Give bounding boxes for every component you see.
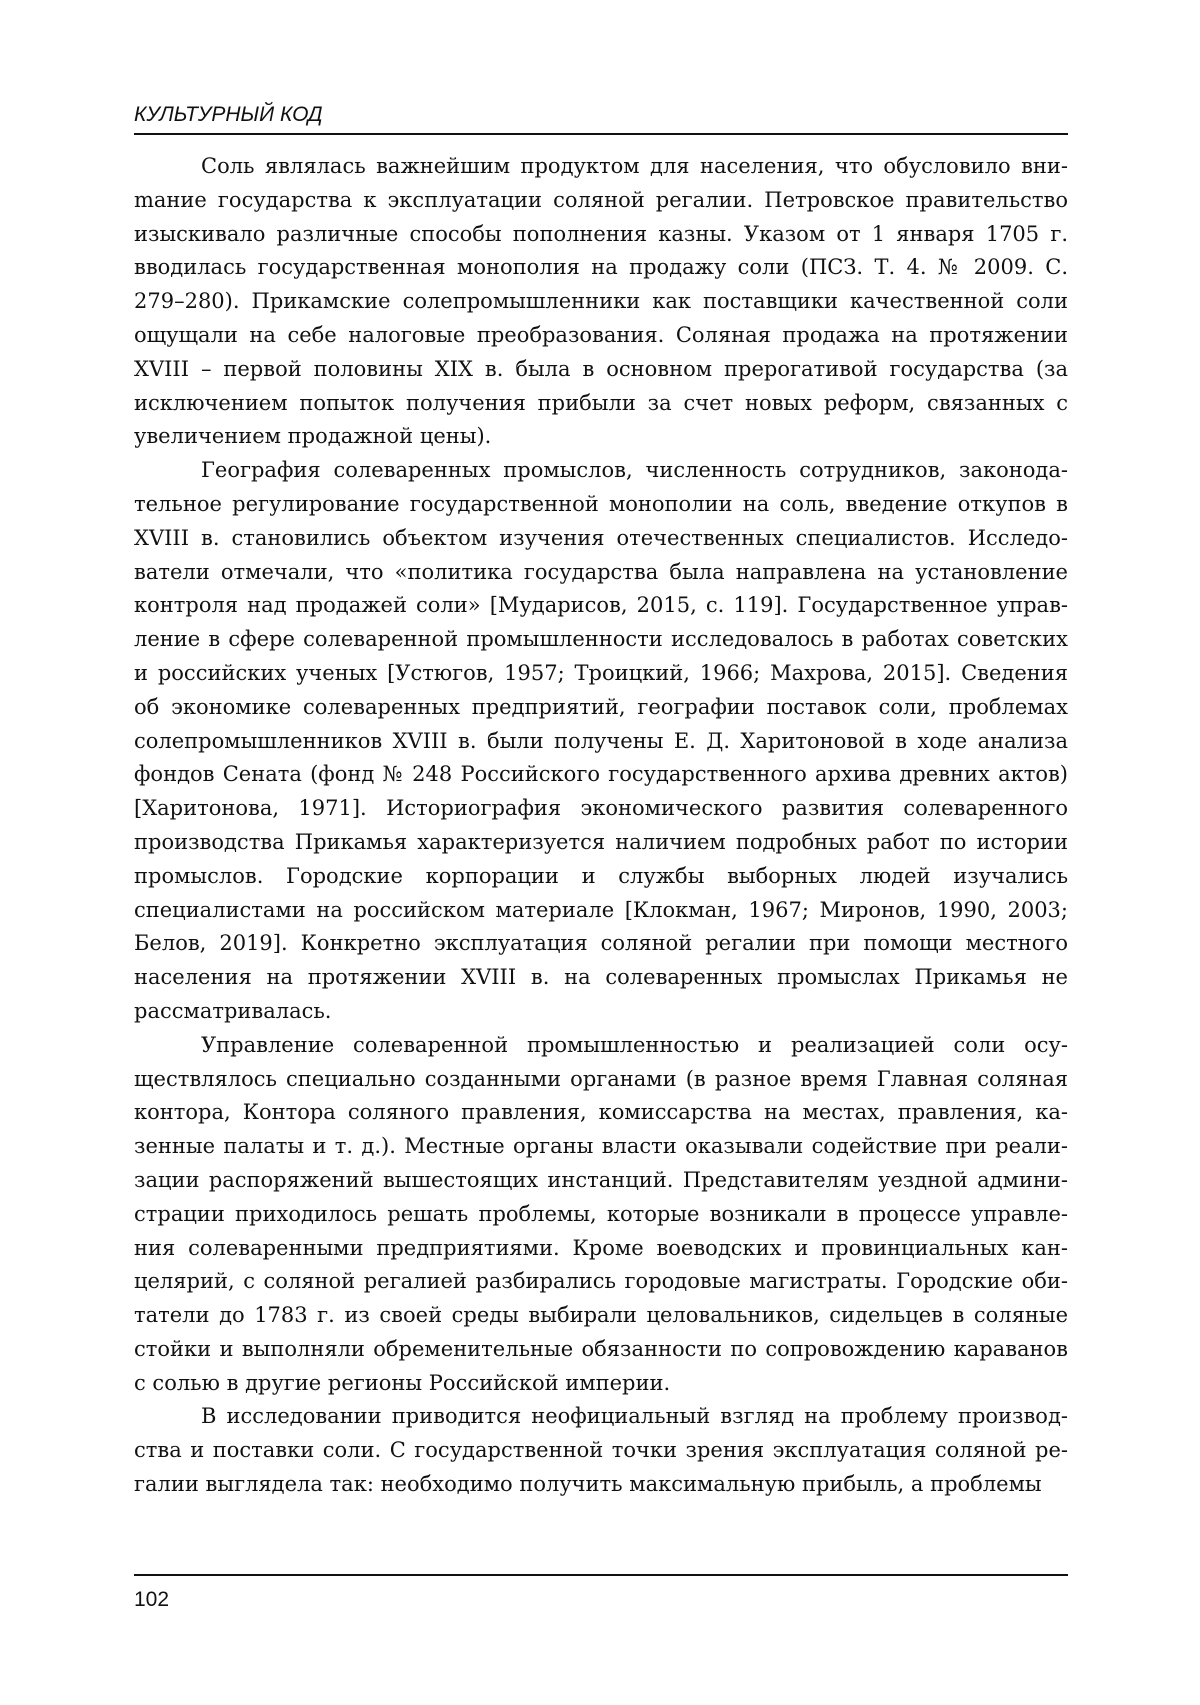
header-rule — [134, 133, 1068, 135]
page-number: 102 — [134, 1588, 170, 1611]
paragraph-3: Управление солеваренной промышленностью и реализацией соли осуществлялось специально созданными органами (в разное время Главная соляная контора, Контора соляного правления, комиссарства на местах, правления, казенные палаты и т. д.). Местные органы власти оказывали содействие при реализации распоряжений вышестоящих инстанций. Представителям уездной администрации приходилось решать проблемы, которые возникали в процессе управления солеваренными предприятиями. Кроме воеводских и провинциальных канцелярий, с соляной регалией разбирались городовые магистраты. Городские обитатели до 1783 г. из своей среды выбирали целовальников, сидельцев в соляные стойки и выполняли обременительные обязанности по сопровождению караванов с солью в другие регионы Российской империи. — [134, 1032, 1068, 1395]
paragraph-1: Соль являлась важнейшим продуктом для населения, что обусловило вниmание государства к эксплуатации соляной регалии. Петровское правительство изыскивало различные способы пополнения казны. Указом от 1 января 1705 г. вводилась государственная монополия на продажу соли (ПСЗ. Т. 4. № 2009. С. 279–280). Прикамские солепромышленники как поставщики качественной соли ощущали на себе налоговые преобразования. Соляная продажа на протяжении XVIII – первой половины XIX в. была в основном прерогативой государства (за исключением попыток получения прибыли за счет новых реформ, связанных с увеличением продажной цены). — [134, 154, 1068, 449]
paragraph-4: В исследовании приводится неофициальный взгляд на проблему производства и поставки соли. С государственной точки зрения эксплуатация соляной регалии выглядела так: необходимо получить максимальную прибыль, а проблемы — [134, 1404, 1068, 1497]
paragraph-2: География солеваренных промыслов, численность сотрудников, законодательное регулирование государственной монополии на соль, введение откупов в XVIII в. становились объектом изучения отечественных специалистов. Исследователи отмечали, что «политика государства была направлена на установление контроля над продажей соли» [Мударисов, 2015, с. 119]. Государственное управление в сфере солеваренной промышленности исследовалось в работах советских и российских ученых [Устюгов, 1957; Троицкий, 1966; Махрова, 2015]. Сведения об экономике солеваренных предприятий, географии поставок соли, проблемах солепромышленников XVIII в. были получены Е. Д. Харитоновой в ходе анализа фондов Сената (фонд № 248 Российского государственного архива древних актов) [Харитонова, 1971]. Историография экономического развития солеваренного производства Прикамья характеризуется наличием подробных работ по истории промыслов. Городские корпорации и службы выборных людей изучались специалистами на российском материале [Клокман, 1967; Миронов, 1990, 2003; Белов, 2019]. Конкретно эксплуатация соляной регалии при помощи местного населения на протяжении XVIII в. на солеваренных промыслах Прикамья не рассматривалась. — [134, 458, 1068, 1023]
body-text — [134, 150, 1068, 1502]
footer-rule — [134, 1574, 1068, 1576]
running-head-title: КУЛЬТУРНЫЙ КОД — [134, 103, 323, 126]
